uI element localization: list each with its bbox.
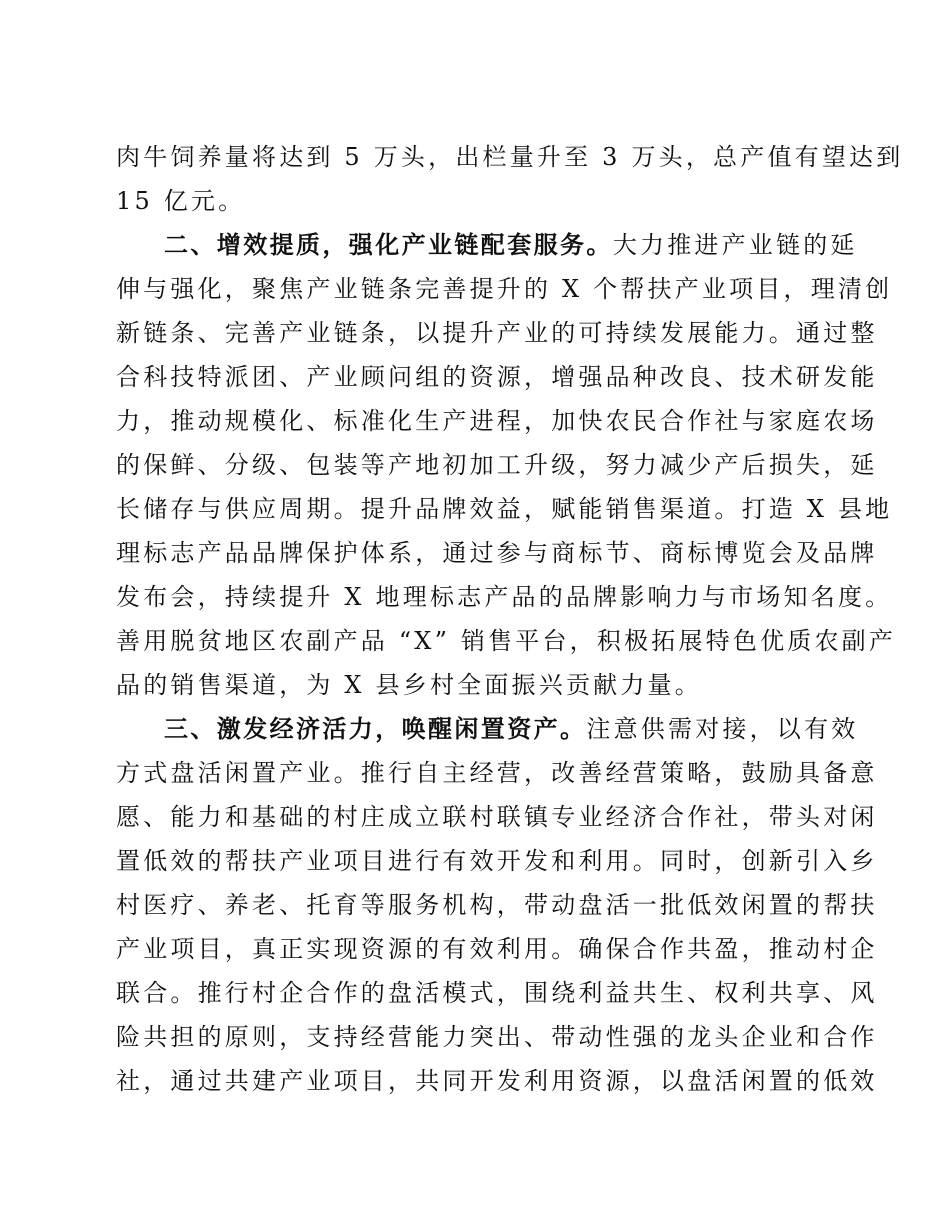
- section-heading-3: 三、激发经济活力，唤醒闲置资产。: [164, 715, 587, 743]
- text-line-20: 联合。推行村企合作的盘活模式，围绕利益共生、权利共享、风: [116, 979, 878, 1007]
- text-line-21: 险共担的原则，支持经营能力突出、带动性强的龙头企业和合作: [116, 1023, 878, 1051]
- text-line-16: 愿、能力和基础的村庄成立联村联镇专业经济合作社，带头对闲: [116, 803, 878, 831]
- text-line-2: 15 亿元。: [116, 187, 246, 215]
- section-text-2: 大力推进产业链的延: [612, 231, 858, 259]
- text-line-19: 产业项目，真正实现资源的有效利用。确保合作共盈，推动村企: [116, 935, 878, 963]
- text-line-12: 善用脱贫地区农副产品 “X” 销售平台，积极拓展特色优质农副产: [116, 627, 897, 655]
- text-line-18: 村医疗、养老、托育等服务机构，带动盘活一批低效闲置的帮扶: [116, 891, 878, 919]
- text-line-14: [164, 709, 858, 749]
- text-line-5: 新链条、完善产业链条，以提升产业的可持续发展能力。通过整: [116, 319, 878, 347]
- text-line-1: 肉牛饲养量将达到 5 万头，出栏量升至 3 万头，总产值有望达到: [116, 143, 904, 171]
- text-line-8: 的保鲜、分级、包装等产地初加工升级，努力减少产后损失，延: [116, 451, 878, 479]
- text-line-11: 发布会，持续提升 X 地理标志产品的品牌影响力与市场知名度。: [116, 583, 893, 611]
- text-line-3: [164, 225, 858, 265]
- text-line-9: 长储存与供应周期。提升品牌效益，赋能销售渠道。打造 X 县地: [116, 495, 893, 523]
- text-line-10: 理标志产品品牌保护体系，通过参与商标节、商标博览会及品牌: [116, 539, 878, 567]
- text-line-22: 社，通过共建产业项目，共同开发利用资源，以盘活闲置的低效: [116, 1067, 878, 1095]
- text-line-4: 伸与强化，聚焦产业链条完善提升的 X 个帮扶产业项目，理清创: [116, 275, 893, 303]
- text-line-13: 品的销售渠道，为 X 县乡村全面振兴贡献力量。: [116, 671, 702, 699]
- text-line-15: 方式盘活闲置产业。推行自主经营，改善经营策略，鼓励具备意: [116, 759, 878, 787]
- text-line-17: 置低效的帮扶产业项目进行有效开发和利用。同时，创新引入乡: [116, 847, 878, 875]
- section-text-3: 注意供需对接，以有效: [586, 715, 859, 743]
- section-heading-2: 二、增效提质，强化产业链配套服务。: [164, 231, 613, 259]
- text-line-6: 合科技特派团、产业顾问组的资源，增强品种改良、技术研发能: [116, 363, 878, 391]
- text-line-7: 力，推动规模化、标准化生产进程，加快农民合作社与家庭农场: [116, 407, 878, 435]
